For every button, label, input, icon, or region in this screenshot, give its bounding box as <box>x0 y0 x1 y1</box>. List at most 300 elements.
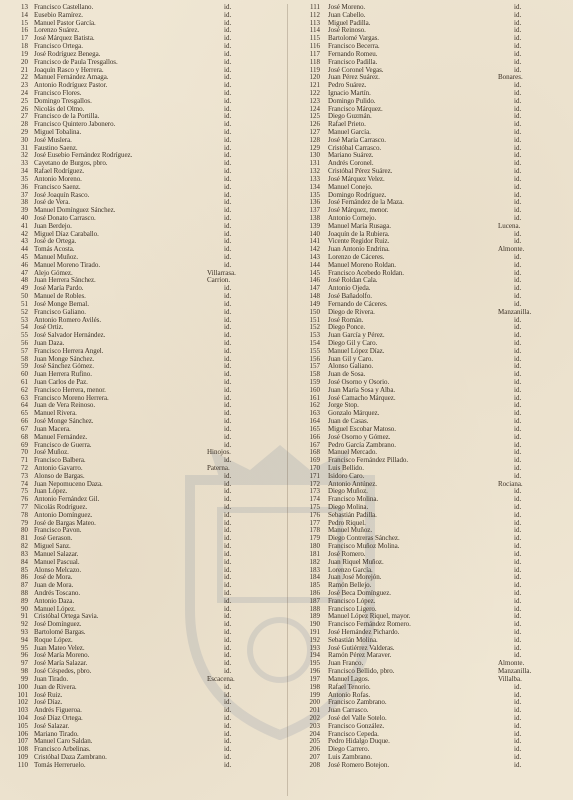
entry-number: 48 <box>21 276 28 285</box>
entry-location: id. <box>224 323 232 332</box>
entry-number: 185 <box>309 581 320 590</box>
entry-number: 138 <box>309 213 320 222</box>
entry-name: José Donato Carrasco. <box>34 213 96 222</box>
entry-number: 68 <box>21 432 28 441</box>
entry-location: id. <box>224 81 232 90</box>
entry-number: 156 <box>309 354 320 363</box>
entry-number: 130 <box>309 151 320 160</box>
entry-name: Manuel Moreno Roldan. <box>328 260 396 269</box>
entry-number: 131 <box>309 159 320 168</box>
entry-name: Juan Carrasco. <box>328 706 369 715</box>
entry-name: Antonio Daza. <box>34 596 75 605</box>
entry-location: id. <box>514 260 522 269</box>
entry-number: 29 <box>21 128 28 136</box>
entry-number: 36 <box>21 182 28 191</box>
entry-location: id. <box>224 518 232 527</box>
entry-location: id. <box>224 253 232 261</box>
entry-location: id. <box>514 745 522 754</box>
entry-name: Joaquín de la Rubiera. <box>328 229 390 238</box>
entry-number: 34 <box>21 167 28 176</box>
entry-number: 118 <box>309 57 320 66</box>
entry-name: Manuel Fernández Amaga. <box>34 73 109 82</box>
entry-number: 101 <box>17 690 28 699</box>
entry-name: Manuel de Robles. <box>34 292 86 301</box>
entry-location: id. <box>224 409 232 418</box>
entry-name: Francisco Becerra. <box>328 42 380 51</box>
entry-location: Villarrasa. <box>207 268 236 277</box>
entry-name: Lorenzo Suárez. <box>34 26 80 35</box>
entry-number: 35 <box>21 174 28 183</box>
entry-name: Juan Riquel Muñoz. <box>328 557 384 566</box>
entry-location: id. <box>224 65 232 74</box>
entry-location: id. <box>514 456 522 465</box>
entry-location: id. <box>514 128 522 136</box>
entry-name: Cristóbal Daza Zambrano. <box>34 753 107 761</box>
entry-location: id. <box>514 3 522 11</box>
entry-location: id. <box>514 471 522 480</box>
entry-number: 20 <box>21 57 28 66</box>
entry-name: Juan Monge Sánchez. <box>34 354 95 363</box>
entry-location: id. <box>514 596 522 605</box>
entry-number: 158 <box>309 370 320 379</box>
entry-name: Cristóbal Pérez Suárez. <box>328 167 393 176</box>
entry-location: id. <box>514 737 522 746</box>
entry-name: José Monge Sánchez. <box>34 417 94 426</box>
entry-name: José Ruiz. <box>34 690 63 699</box>
entry-name: Francisco Saenz. <box>34 182 81 191</box>
entry-location: id. <box>224 565 232 574</box>
entry-number: 128 <box>309 135 320 144</box>
entry-name: José Rodríguez Benega. <box>34 49 101 58</box>
entry-name: José Muñoz. <box>34 448 69 457</box>
entry-name: Juan Gil y Caro. <box>328 354 374 363</box>
entry-location: id. <box>514 612 522 621</box>
entry-name: Manuel Caro Saldan. <box>34 737 93 746</box>
entry-location: id. <box>514 448 522 457</box>
entry-location: id. <box>224 651 232 660</box>
entry-number: 26 <box>21 104 28 113</box>
entry-number: 163 <box>309 409 320 418</box>
entry-location: id. <box>224 34 232 43</box>
entry-location: Paterna. <box>207 463 230 472</box>
entry-location: id. <box>514 151 522 160</box>
entry-location: id. <box>514 487 522 496</box>
entry-name: Francisco Moreno Herrera. <box>34 393 109 402</box>
entry-name: Tomás Acosta. <box>34 245 75 254</box>
entry-location: id. <box>514 49 522 58</box>
entry-location: id. <box>514 292 522 301</box>
entry-location: id. <box>224 737 232 746</box>
entry-location: id. <box>514 237 522 246</box>
entry-location: id. <box>514 362 522 371</box>
entry-name: Francisco Herrera, menor. <box>34 385 106 394</box>
entry-location: id. <box>224 479 232 488</box>
entry-name: Manuel Muñoz. <box>328 526 373 535</box>
entry-name: Miguel Díaz Caraballo. <box>34 229 99 238</box>
entry-number: 206 <box>309 745 320 754</box>
entry-number: 174 <box>309 495 320 504</box>
entry-name: Miguel Padilla. <box>328 18 371 27</box>
entry-number: 178 <box>309 526 320 535</box>
entry-location: id. <box>514 346 522 355</box>
entry-name: Juan García y Pérez. <box>328 331 385 340</box>
entry-name: José María Salazar. <box>34 659 88 668</box>
entry-location: id. <box>514 65 522 74</box>
entry-location: id. <box>514 120 522 129</box>
entry-name: Alonso Galiano. <box>328 362 374 371</box>
entry-number: 122 <box>309 88 320 97</box>
entry-number: 107 <box>17 737 28 746</box>
entry-number: 166 <box>309 432 320 441</box>
entry-number: 115 <box>309 34 320 43</box>
entry-number: 170 <box>309 463 320 472</box>
entry-location: id. <box>224 440 232 449</box>
entry-name: Manuel López Díaz. <box>328 346 385 355</box>
entry-name: José Márquez Batista. <box>34 34 95 43</box>
entry-number: 58 <box>21 354 28 363</box>
entry-location: id. <box>514 635 522 644</box>
entry-location: id. <box>224 721 232 730</box>
entry-location: id. <box>514 354 522 363</box>
entry-name: Juan López. <box>34 487 68 496</box>
entry-name: Antonio Gavarro. <box>34 463 83 472</box>
entry-number: 183 <box>309 565 320 574</box>
entry-name: Andrés Coronel. <box>328 159 374 168</box>
entry-name: José Muslera. <box>34 135 72 144</box>
entry-name: Diego Carrero. <box>328 745 370 754</box>
entry-name: Diego Molina. <box>328 503 369 511</box>
entry-name: José Salazar. <box>34 721 70 730</box>
entry-location: id. <box>224 370 232 379</box>
entry-location: id. <box>224 643 232 652</box>
entry-number: 51 <box>21 299 28 308</box>
entry-name: Manuel Conejo. <box>328 182 373 191</box>
entry-number: 132 <box>309 167 320 176</box>
entry-name: José Osorno y Osorio. <box>328 378 390 386</box>
entry-number: 111 <box>310 3 320 11</box>
entry-location: id. <box>224 620 232 629</box>
entry-number: 123 <box>309 96 320 105</box>
entry-name: Antonio Cornejo. <box>328 213 377 222</box>
entry-location: id. <box>514 628 522 636</box>
entry-number: 177 <box>309 518 320 527</box>
entry-number: 191 <box>309 628 320 636</box>
entry-name: Manuel Pascual. <box>34 557 80 566</box>
entry-location: Manzanilla. <box>498 307 532 316</box>
entry-location: id. <box>224 299 232 308</box>
entry-name: José Ortiz. <box>34 323 64 332</box>
entry-name: Francisco Herrera Angel. <box>34 346 104 355</box>
entry-number: 92 <box>21 620 28 629</box>
entry-name: José Reinoso. <box>328 26 366 35</box>
entry-location: id. <box>224 596 232 605</box>
entry-location: id. <box>514 604 522 613</box>
entry-number: 60 <box>21 370 28 379</box>
entry-name: Antonio Rodríguez Pastor. <box>34 81 108 90</box>
entry-name: Manuel María Rusaga. <box>328 221 391 230</box>
entry-number: 100 <box>17 682 28 691</box>
entry-location: id. <box>514 432 522 441</box>
entry-number: 144 <box>309 260 320 269</box>
entry-location: id. <box>224 635 232 644</box>
entry-name: Manuel Rivera. <box>34 409 77 418</box>
entry-name: José Moreno. <box>328 3 366 11</box>
entry-number: 43 <box>21 237 28 246</box>
entry-number: 64 <box>21 401 28 410</box>
entry-location: id. <box>224 667 232 676</box>
entry-name: Juan Berdejo. <box>34 221 72 230</box>
entry-name: Francisco Padilla. <box>328 57 378 66</box>
entry-name: Luis Bellido. <box>328 463 364 472</box>
entry-location: id. <box>514 698 522 707</box>
entry-name: Miguel Escobar Matoso. <box>328 424 396 433</box>
entry-number: 207 <box>309 753 320 761</box>
entry-location: id. <box>514 581 522 590</box>
entry-name: Sebastián Molina. <box>328 635 378 644</box>
entry-number: 167 <box>309 440 320 449</box>
entry-name: Juan María Sosa y Alba. <box>328 385 396 394</box>
entry-name: José Camacho Márquez. <box>328 393 396 402</box>
entry-number: 81 <box>21 534 28 543</box>
entry-number: 73 <box>21 471 28 480</box>
entry-location: id. <box>514 510 522 519</box>
entry-number: 23 <box>21 81 28 90</box>
entry-number: 114 <box>309 26 320 35</box>
entry-name: José de Mora. <box>34 573 73 582</box>
entry-name: José Romero Botejon. <box>328 760 390 769</box>
entry-location: id. <box>224 612 232 621</box>
entry-name: Antonio Fernández Gil. <box>34 495 100 504</box>
entry-name: Pedro Hidalgo Duque. <box>328 737 390 746</box>
entry-number: 31 <box>21 143 28 152</box>
list-item <box>2 762 282 770</box>
entry-number: 69 <box>21 440 28 449</box>
entry-location: id. <box>514 526 522 535</box>
entry-location: id. <box>224 338 232 347</box>
entry-location: id. <box>514 323 522 332</box>
entry-number: 152 <box>309 323 320 332</box>
entry-number: 96 <box>21 651 28 660</box>
entry-number: 208 <box>309 760 320 769</box>
entry-number: 78 <box>21 510 28 519</box>
entry-number: 42 <box>21 229 28 238</box>
entry-number: 85 <box>21 565 28 574</box>
entry-number: 18 <box>21 42 28 51</box>
entry-name: Francisco Acebedo Roldan. <box>328 268 404 277</box>
entry-location: id. <box>224 229 232 238</box>
entry-location: id. <box>224 221 232 230</box>
entry-number: 192 <box>309 635 320 644</box>
entry-location: Bonares. <box>498 73 523 82</box>
entry-number: 136 <box>309 198 320 207</box>
entry-location: id. <box>514 299 522 308</box>
entry-number: 98 <box>21 667 28 676</box>
entry-number: 80 <box>21 526 28 535</box>
entry-location: id. <box>514 573 522 582</box>
entry-number: 205 <box>309 737 320 746</box>
entry-number: 189 <box>309 612 320 621</box>
entry-number: 25 <box>21 96 28 105</box>
entry-name: José Salvador Hernández. <box>34 331 106 340</box>
entry-location: id. <box>224 284 232 293</box>
entry-number: 145 <box>309 268 320 277</box>
entry-name: Cristóbal Carrasco. <box>328 143 382 152</box>
entry-location: id. <box>224 510 232 519</box>
entry-number: 104 <box>17 713 28 722</box>
entry-name: Mariano Tirado. <box>34 729 79 738</box>
entry-number: 65 <box>21 409 28 418</box>
entry-name: Francisco Flores. <box>34 88 82 97</box>
entry-name: Sebastián Padilla. <box>328 510 377 519</box>
entry-name: José María Carrasco. <box>328 135 386 144</box>
entry-name: José Monge Bernal. <box>34 299 89 308</box>
entry-number: 127 <box>309 128 320 136</box>
entry-name: Juan José Morejón. <box>328 573 382 582</box>
entry-name: Isidoro Caro. <box>328 471 365 480</box>
entry-number: 129 <box>309 143 320 152</box>
entry-number: 154 <box>309 338 320 347</box>
entry-number: 200 <box>309 698 320 707</box>
entry-location: id. <box>224 698 232 707</box>
entry-location: id. <box>514 713 522 722</box>
entry-location: id. <box>224 557 232 566</box>
entry-number: 75 <box>21 487 28 496</box>
entry-name: José Román. <box>328 315 364 324</box>
entry-name: Juan Pérez Suárez. <box>328 73 380 82</box>
entry-name: Manuel García. <box>328 128 371 136</box>
entry-location: id. <box>224 745 232 754</box>
entry-name: Alonso de Bargas. <box>34 471 85 480</box>
entry-number: 187 <box>309 596 320 605</box>
entry-location: id. <box>224 104 232 113</box>
entry-location: Almonte. <box>498 245 525 254</box>
entry-location: id. <box>224 385 232 394</box>
entry-location: Rociana. <box>498 479 523 488</box>
entry-name: Juan de Sosa. <box>328 370 366 379</box>
entry-number: 155 <box>309 346 320 355</box>
entry-location: id. <box>224 151 232 160</box>
entry-number: 141 <box>309 237 320 246</box>
entry-number: 195 <box>309 659 320 668</box>
entry-location: id. <box>224 346 232 355</box>
entry-number: 125 <box>309 112 320 121</box>
entry-number: 162 <box>309 401 320 410</box>
entry-location: Carrion. <box>207 276 231 285</box>
entry-number: 171 <box>309 471 320 480</box>
entry-number: 30 <box>21 135 28 144</box>
entry-location: id. <box>514 213 522 222</box>
entry-number: 55 <box>21 331 28 340</box>
entry-location: id. <box>224 354 232 363</box>
entry-location: id. <box>514 104 522 113</box>
entry-name: Francisco de Paula Tresgallos. <box>34 57 118 66</box>
entry-number: 62 <box>21 385 28 394</box>
entry-location: id. <box>514 620 522 629</box>
entry-name: Pedro García Zambrano. <box>328 440 396 449</box>
entry-number: 143 <box>309 253 320 261</box>
entry-location: id. <box>224 174 232 183</box>
entry-location: id. <box>224 604 232 613</box>
entry-name: Juan de Casas. <box>328 417 369 426</box>
entry-name: Francisco de Guerra. <box>34 440 92 449</box>
entry-location: id. <box>514 370 522 379</box>
entry-name: Juan Nepomuceno Daza. <box>34 479 103 488</box>
entry-location: id. <box>224 237 232 246</box>
entry-location: id. <box>224 432 232 441</box>
entry-number: 37 <box>21 190 28 199</box>
entry-name: Juan Carlos de Paz. <box>34 378 88 386</box>
entry-number: 149 <box>309 299 320 308</box>
entry-name: José Gerason. <box>34 534 73 543</box>
entry-name: Francisco Cepeda. <box>328 729 379 738</box>
entry-name: Diego Gil y Caro. <box>328 338 378 347</box>
entry-number: 45 <box>21 253 28 261</box>
entry-number: 197 <box>309 674 320 683</box>
entry-number: 103 <box>17 706 28 715</box>
entry-name: Juan Herrera Rufino. <box>34 370 92 379</box>
entry-name: Pedro Riquel. <box>328 518 366 527</box>
entry-location: Almonte. <box>498 659 525 668</box>
entry-name: Francisco Muñoz Molina. <box>328 542 400 551</box>
entry-location: id. <box>224 182 232 191</box>
entry-name: Gonzalo Márquez. <box>328 409 380 418</box>
entry-location: id. <box>514 253 522 261</box>
entry-location: id. <box>224 245 232 254</box>
entry-location: id. <box>514 190 522 199</box>
entry-name: Diego Ponce. <box>328 323 366 332</box>
entry-number: 194 <box>309 651 320 660</box>
entry-location: id. <box>514 721 522 730</box>
entry-name: Andrés Toscano. <box>34 588 81 597</box>
entry-number: 113 <box>309 18 320 27</box>
entry-number: 40 <box>21 213 28 222</box>
entry-location: id. <box>224 159 232 168</box>
entry-name: Cayetano de Burgos, pbro. <box>34 159 108 168</box>
entry-name: José Coronel Vegas. <box>328 65 384 74</box>
entry-location: id. <box>224 573 232 582</box>
entry-location: id. <box>224 417 232 426</box>
entry-location: id. <box>224 393 232 402</box>
entry-location: id. <box>224 292 232 301</box>
entry-location: id. <box>224 128 232 136</box>
entry-name: Juan Tirado. <box>34 674 69 683</box>
entry-name: Ignacio Martín. <box>328 88 371 97</box>
entry-name: Antonio Domínguez. <box>34 510 93 519</box>
entry-number: 99 <box>21 674 28 683</box>
entry-name: Vicente Regidor Ruiz. <box>328 237 390 246</box>
entry-number: 67 <box>21 424 28 433</box>
entry-name: José del Valle Sotelo. <box>328 713 387 722</box>
entry-name: Rafael Rodríguez. <box>34 167 85 176</box>
entry-location: id. <box>514 18 522 27</box>
entry-name: José Domínguez. <box>34 620 82 629</box>
entry-number: 106 <box>17 729 28 738</box>
entry-number: 121 <box>309 81 320 90</box>
entry-name: Juan Herrera Sánchez. <box>34 276 96 285</box>
entry-number: 50 <box>21 292 28 301</box>
entry-location: id. <box>224 659 232 668</box>
entry-name: José Bañadolfo. <box>328 292 372 301</box>
entry-location: id. <box>514 651 522 660</box>
entry-number: 24 <box>21 88 28 97</box>
entry-location: id. <box>224 307 232 316</box>
entry-name: Manuel Domínguez Sánchez. <box>34 206 116 215</box>
column-divider <box>287 4 288 796</box>
entry-number: 190 <box>309 620 320 629</box>
entry-location: id. <box>514 112 522 121</box>
entry-location: id. <box>224 588 232 597</box>
entry-number: 71 <box>21 456 28 465</box>
